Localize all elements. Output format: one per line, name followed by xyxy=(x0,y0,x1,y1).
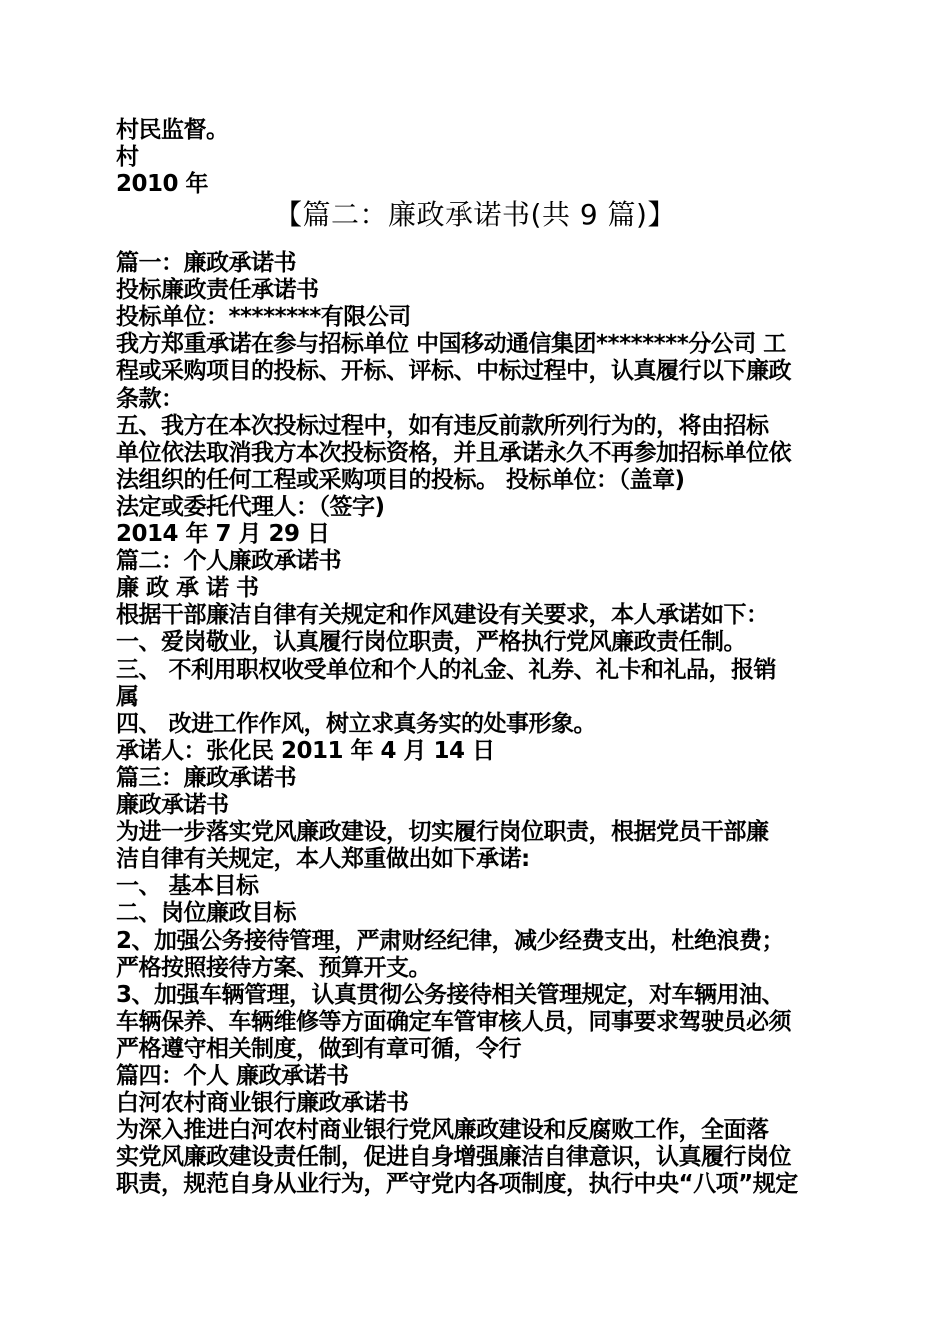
text-line: 一、爱岗敬业，认真履行岗位职责，严格执行党风廉政责任制。 xyxy=(116,629,746,655)
text-line: 根据干部廉洁自律有关规定和作风建设有关要求，本人承诺如下： xyxy=(116,602,769,628)
text-line: 承诺人：张化民 2011 年 4 月 14 日 xyxy=(116,738,495,764)
section-title: 【篇二：廉政承诺书(共 9 篇)】 xyxy=(274,198,676,231)
text-line: 三、 不利用职权收受单位和个人的礼金、礼券、礼卡和礼品，报销 xyxy=(116,657,777,683)
text-line: 职责，规范自身从业行为，严守党内各项制度，执行中央“八项”规定 xyxy=(116,1171,798,1197)
intro-line: 村 xyxy=(116,144,139,170)
text-line: 四、 改进工作作风，树立求真务实的处事形象。 xyxy=(116,711,597,737)
text-line: 属 xyxy=(116,684,139,710)
text-line: 法定或委托代理人：（签字) xyxy=(116,494,385,520)
text-line: 五、我方在本次投标过程中，如有违反前款所列行为的，将由招标 xyxy=(116,413,769,439)
text-line: 洁自律有关规定，本人郑重做出如下承诺: xyxy=(116,846,530,872)
text-line: 法组织的任何工程或采购项目的投标。 投标单位：（盖章) xyxy=(116,467,685,493)
text-line: 廉政承诺书 xyxy=(116,792,229,818)
text-line: 实党风廉政建设责任制，促进自身增强廉洁自律意识，认真履行岗位 xyxy=(116,1144,791,1170)
text-line: 3、加强车辆管理，认真贯彻公务接待相关管理规定，对车辆用油、 xyxy=(116,982,785,1008)
text-line: 单位依法取消我方本次投标资格，并且承诺永久不再参加招标单位依 xyxy=(116,440,791,466)
text-line: 篇二：个人廉政承诺书 xyxy=(116,548,341,574)
text-line: 篇一：廉政承诺书 xyxy=(116,250,296,276)
intro-line: 村民监督。 xyxy=(116,117,229,143)
text-line: 为深入推进白河农村商业银行党风廉政建设和反腐败工作，全面落 xyxy=(116,1117,769,1143)
intro-line: 2010 年 xyxy=(116,171,209,197)
text-line: 车辆保养、车辆维修等方面确定车管审核人员，同事要求驾驶员必须 xyxy=(116,1009,791,1035)
text-line: 程或采购项目的投标、开标、评标、中标过程中，认真履行以下廉政 xyxy=(116,358,791,384)
text-line: 廉 政 承 诺 书 xyxy=(116,575,259,601)
text-line: 为进一步落实党风廉政建设，切实履行岗位职责，根据党员干部廉 xyxy=(116,819,769,845)
text-line: 篇三：廉政承诺书 xyxy=(116,765,296,791)
text-line: 二、岗位廉政目标 xyxy=(116,900,296,926)
text-line: 白河农村商业银行廉政承诺书 xyxy=(116,1090,409,1116)
text-line: 一、 基本目标 xyxy=(116,873,259,899)
text-line: 条款： xyxy=(116,386,184,412)
text-line: 2014 年 7 月 29 日 xyxy=(116,521,330,547)
text-line: 我方郑重承诺在参与招标单位 中国移动通信集团********分公司 工 xyxy=(116,331,786,357)
text-line: 2、加强公务接待管理，严肃财经纪律，减少经费支出，杜绝浪费； xyxy=(116,928,785,954)
text-line: 严格按照接待方案、预算开支。 xyxy=(116,955,431,981)
text-line: 投标单位：********有限公司 xyxy=(116,304,411,330)
text-line: 严格遵守相关制度，做到有章可循，令行 xyxy=(116,1036,521,1062)
text-line: 篇四：个人 廉政承诺书 xyxy=(116,1063,349,1089)
text-line: 投标廉政责任承诺书 xyxy=(116,277,319,303)
